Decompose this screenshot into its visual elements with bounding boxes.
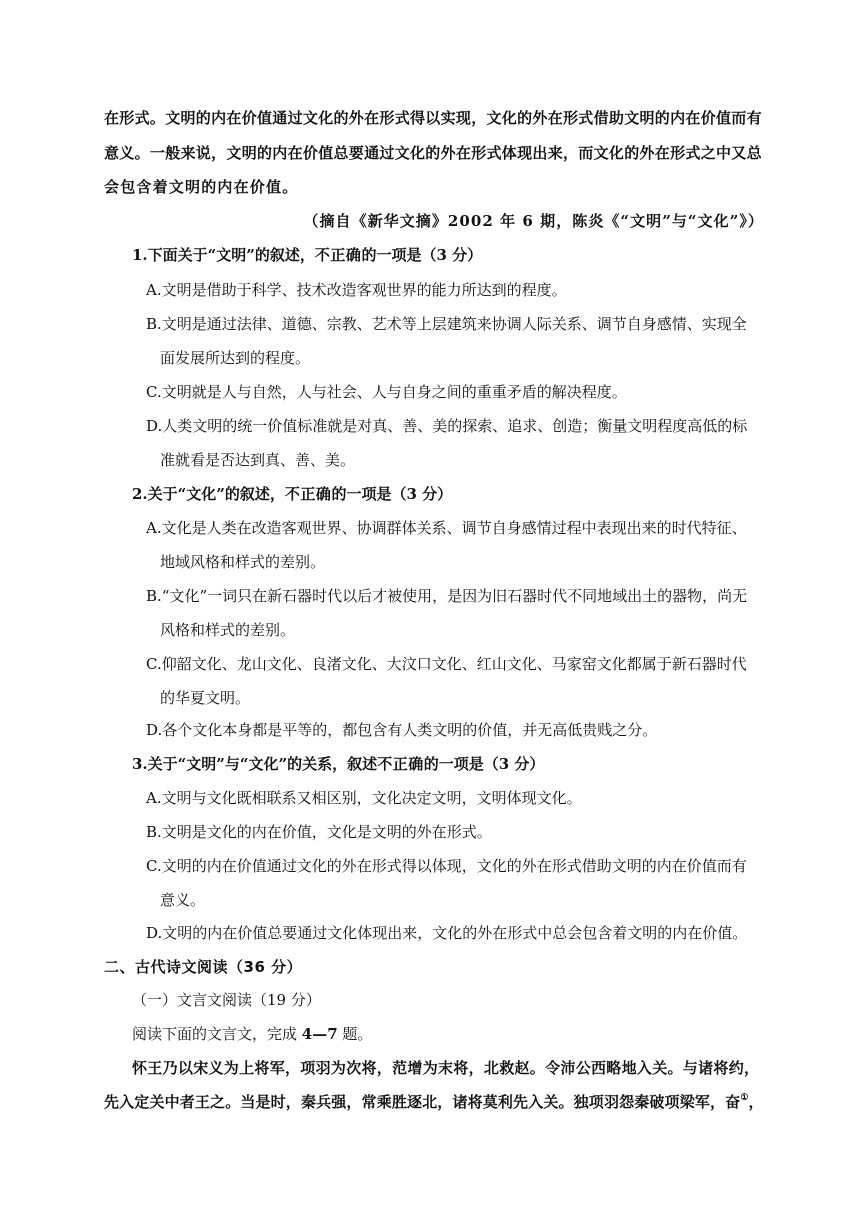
question-3-stem-score: 的一项是（3 分） — [423, 755, 545, 773]
question-1-option-b: B.文明是通过法律、道德、宗教、艺术等上层建筑来协调人际关系、调节自身感情、实现全 — [146, 315, 747, 333]
question-2-stem-text: 2.关于“文化”的叙述， — [132, 485, 285, 503]
question-1-key-phrase: 不正确 — [314, 246, 362, 264]
question-2-option-c: C.仰韶文化、龙山文化、良渚文化、大汶口文化、红山文化、马家窑文化都属于新石器时代 — [146, 655, 747, 673]
question-3-stem — [132, 754, 544, 774]
question-2-stem — [132, 484, 452, 504]
reading-instruction-text: 阅读下面的文言文，完成 — [132, 1025, 302, 1043]
passage-line-1: 在形式。文明的内在价值通过文化的外在形式得以实现，文化的外在形式借助文明的内在价值而有 — [104, 109, 762, 127]
passage-source: （摘自《新华文摘》2002 年 6 期，陈炎《“文明”与“文化”》） — [303, 212, 764, 230]
question-3-option-a: A.文明与文化既相联系又相区别，文化决定文明，文明体现文化。 — [146, 789, 582, 807]
question-3-option-b: B.文明是文化的内在价值，文化是文明的外在形式。 — [146, 823, 492, 841]
classical-text-line-2-end: ， — [748, 1093, 764, 1111]
question-3-key-phrase: 不正确 — [377, 755, 424, 773]
question-2-option-b: B.“文化”一词只在新石器时代以后才被使用，是因为旧石器时代不同地域出土的器物，尚无 — [146, 587, 748, 605]
question-2-option-a-cont: 地域风格和样式的差别。 — [160, 553, 326, 571]
reading-instruction — [132, 1024, 372, 1044]
subsection-heading: （一）文言文阅读（19 分） — [132, 991, 321, 1009]
question-3-option-d: D.文明的内在价值总要通过文化体现出来，文化的外在形式中总会包含着文明的内在价值。 — [146, 924, 748, 942]
question-range: 4—7 — [301, 1025, 338, 1043]
question-2-stem-score: 的一项是（3 分） — [331, 485, 453, 503]
question-3-option-c-cont: 意义。 — [160, 891, 206, 909]
question-1-stem-text: 1.下面关于“文明”的叙述， — [132, 246, 315, 264]
question-2-option-a: A.文化是人类在改造客观世界、协调群体关系、调节自身感情过程中表现出来的时代特征、 — [146, 519, 747, 537]
question-3-stem-text: 3.关于“文明”与“文化”的关系，叙述 — [132, 755, 378, 773]
classical-text-line-2-main: 先入定关中者王之。当是时，秦兵强，常乘胜逐北，诸将莫利先入关。独项羽怨秦破项梁军，奋 — [104, 1093, 741, 1111]
question-2-key-phrase: 不正确 — [284, 485, 332, 503]
question-1-option-a: A.文明是借助于科学、技术改造客观世界的能力所达到的程度。 — [146, 281, 567, 299]
question-1-stem-score: 的一项是（3 分） — [361, 246, 483, 264]
question-3-option-c: C.文明的内在价值通过文化的外在形式得以体现，文化的外在形式借助文明的内在价值而有 — [146, 857, 747, 875]
passage-line-3: 会包含着文明的内在价值。 — [104, 178, 299, 196]
question-2-option-c-cont: 的华夏文明。 — [160, 689, 251, 707]
reading-instruction-end: 题。 — [337, 1025, 373, 1043]
question-1-stem — [132, 245, 482, 265]
question-1-option-d: D.人类文明的统一价值标准就是对真、善、美的探索、追求、创造；衡量文明程度高低的标 — [146, 417, 748, 435]
passage-line-2: 意义。一般来说，文明的内在价值总要通过文化的外在形式体现出来，而文化的外在形式之中又总 — [104, 144, 762, 162]
classical-text-line-1: 怀王乃以宋义为上将军，项羽为次将，范增为末将，北救赵。令沛公西略地入关。与诸将约， — [132, 1059, 760, 1077]
question-2-option-b-cont: 风格和样式的差别。 — [160, 621, 296, 639]
question-1-option-d-cont: 准就看是否达到真、善、美。 — [160, 451, 356, 469]
footnote-marker: ① — [740, 1093, 749, 1103]
question-2-option-d: D.各个文化本身都是平等的，都包含有人类文明的价值，并无高低贵贱之分。 — [146, 721, 658, 739]
question-1-option-c: C.文明就是人与自然，人与社会、人与自身之间的重重矛盾的解决程度。 — [146, 383, 627, 401]
section-2-heading: 二、古代诗文阅读（36 分） — [104, 958, 303, 976]
question-1-option-b-cont: 面发展所达到的程度。 — [160, 349, 311, 367]
classical-text-line-2 — [104, 1092, 764, 1112]
